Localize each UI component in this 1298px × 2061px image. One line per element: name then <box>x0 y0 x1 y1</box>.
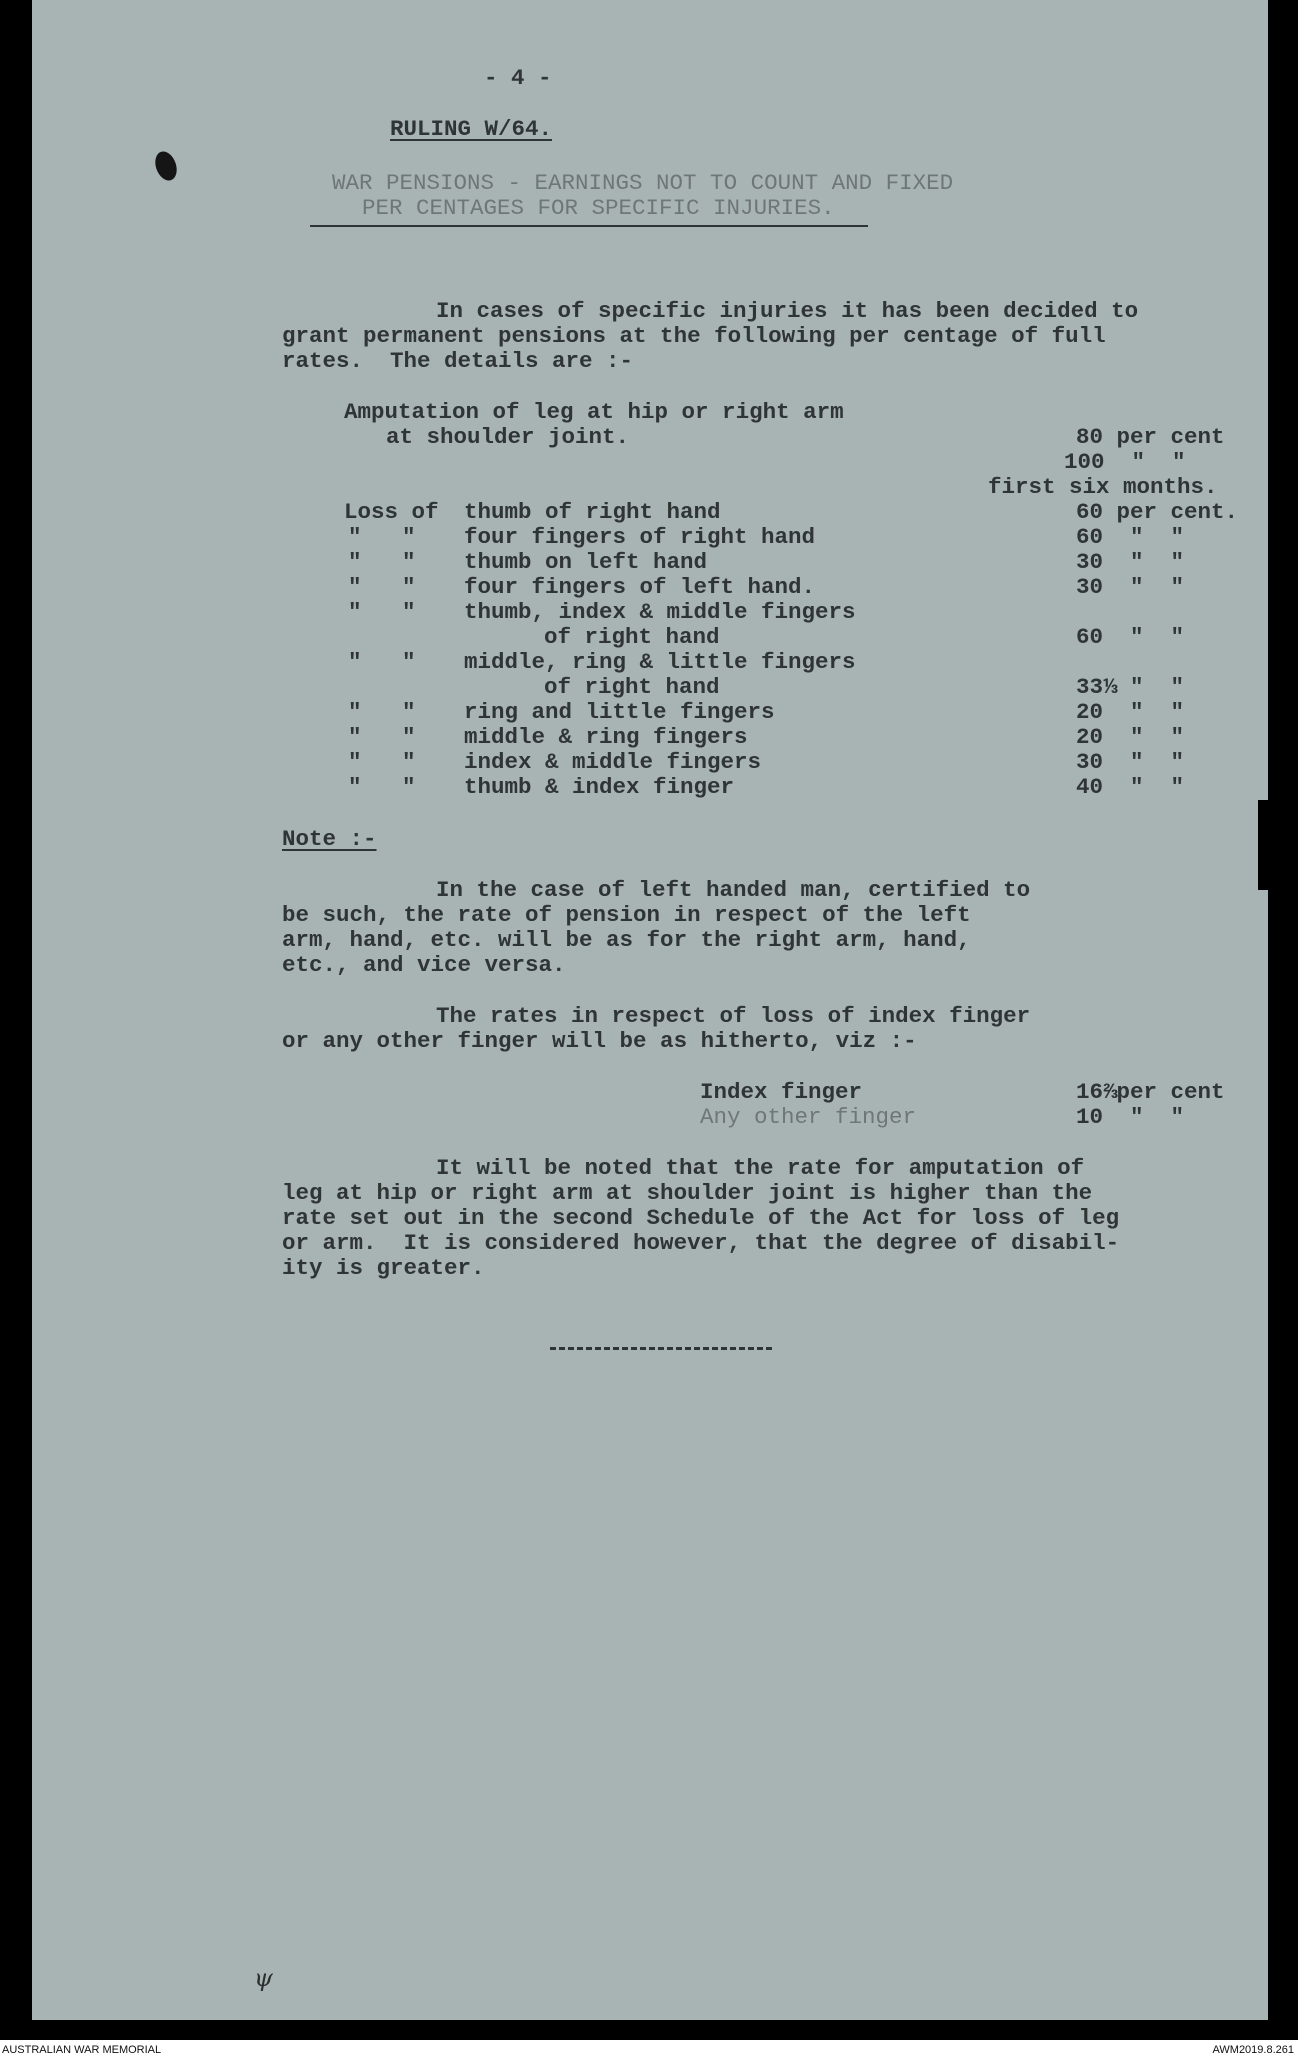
list-item-rate: 20 " " <box>1076 699 1185 725</box>
note-line-2: be such, the rate of pension in respect of the left <box>282 902 971 928</box>
list-item-prefix: " " <box>348 649 416 675</box>
list-item: middle & ring fingers <box>464 724 748 750</box>
list-item: of right hand <box>544 624 720 650</box>
list-item: middle, ring & little fingers <box>464 649 856 675</box>
heading-line-2: PER CENTAGES FOR SPECIFIC INJURIES. <box>362 195 835 221</box>
list-item-rate: 60 " " <box>1076 524 1185 550</box>
rates-line-2: or any other finger will be as hitherto, viz :- <box>282 1028 917 1054</box>
list-item-prefix: " " <box>348 574 416 600</box>
closing-line-4: or arm. It is considered however, that the degree of disabil- <box>282 1230 1120 1256</box>
closing-line-2: leg at hip or right arm at shoulder joint is higher than the <box>282 1180 1093 1206</box>
other-finger-label: Any other finger <box>700 1104 917 1130</box>
list-item: four fingers of left hand. <box>464 574 816 600</box>
list-item: thumb & index finger <box>464 774 735 800</box>
list-item-rate: 30 " " <box>1076 574 1185 600</box>
list-item: thumb of right hand <box>464 499 721 525</box>
list-item-rate: 33⅓ " " <box>1076 674 1185 700</box>
list-item: thumb, index & middle fingers <box>464 599 856 625</box>
document-page <box>32 0 1268 2020</box>
first-six-months: first six months. <box>988 474 1218 500</box>
index-finger-label: Index finger <box>700 1079 863 1105</box>
note-line-4: etc., and vice versa. <box>282 952 566 978</box>
heading-underline <box>310 225 868 227</box>
rates-line-1: The rates in respect of loss of index finger <box>436 1003 1031 1029</box>
intro-line-2: grant permanent pensions at the following per centage of full <box>282 323 1106 349</box>
page-number: - 4 - <box>484 65 552 91</box>
ink-blot <box>151 148 180 183</box>
list-item-prefix: " " <box>348 749 416 775</box>
other-finger-rate: 10 " " <box>1076 1104 1185 1130</box>
list-item-prefix: " " <box>348 549 416 575</box>
note-line-1: In the case of left handed man, certified to <box>436 877 1031 903</box>
amputation-line-1: Amputation of leg at hip or right arm <box>344 399 844 425</box>
list-item: of right hand <box>544 674 720 700</box>
list-item: ring and little fingers <box>464 699 775 725</box>
intro-line-3: rates. The details are :- <box>282 348 634 374</box>
amputation-line-2: at shoulder joint. <box>386 424 630 450</box>
closing-dashed-rule <box>550 1347 772 1350</box>
note-line-3: arm, hand, etc. will be as for the right arm, hand, <box>282 927 971 953</box>
list-item: thumb on left hand <box>464 549 708 575</box>
footer-credit: AUSTRALIAN WAR MEMORIAL <box>2 2044 162 2056</box>
note-label: Note :- <box>282 826 377 852</box>
list-item-prefix: " " <box>348 699 416 725</box>
list-item: index & middle fingers <box>464 749 762 775</box>
ruling-title: RULING W/64. <box>390 116 553 142</box>
list-item-rate: 40 " " <box>1076 774 1185 800</box>
list-item-rate: 20 " " <box>1076 724 1185 750</box>
footer-accession-number: AWM2019.8.261 <box>1212 2044 1294 2056</box>
index-finger-rate: 16⅔per cent <box>1076 1079 1225 1105</box>
page-edge-notch <box>1258 800 1268 890</box>
list-item-prefix: Loss of <box>344 499 439 525</box>
list-item: four fingers of right hand <box>464 524 816 550</box>
list-item-prefix: " " <box>348 599 416 625</box>
list-item-prefix: " " <box>348 724 416 750</box>
list-item-rate: 30 " " <box>1076 749 1185 775</box>
closing-line-1: It will be noted that the rate for amputation of <box>436 1155 1085 1181</box>
list-item-rate: 60 " " <box>1076 624 1185 650</box>
list-item-prefix: " " <box>348 774 416 800</box>
heading-line-1: WAR PENSIONS - EARNINGS NOT TO COUNT AND FIXED <box>332 170 954 196</box>
list-item-rate: 60 per cent. <box>1076 499 1239 525</box>
closing-line-3: rate set out in the second Schedule of the Act for loss of leg <box>282 1205 1120 1231</box>
footer-bar <box>0 2040 1298 2061</box>
amputation-rate: 80 per cent <box>1076 424 1225 450</box>
amputation-rate-first: 100 " " <box>1064 449 1186 475</box>
list-item-prefix: " " <box>348 524 416 550</box>
closing-line-5: ity is greater. <box>282 1255 485 1281</box>
pencil-mark: ψ <box>254 1964 273 1992</box>
list-item-rate: 30 " " <box>1076 549 1185 575</box>
intro-line-1: In cases of specific injuries it has been decided to <box>436 298 1139 324</box>
